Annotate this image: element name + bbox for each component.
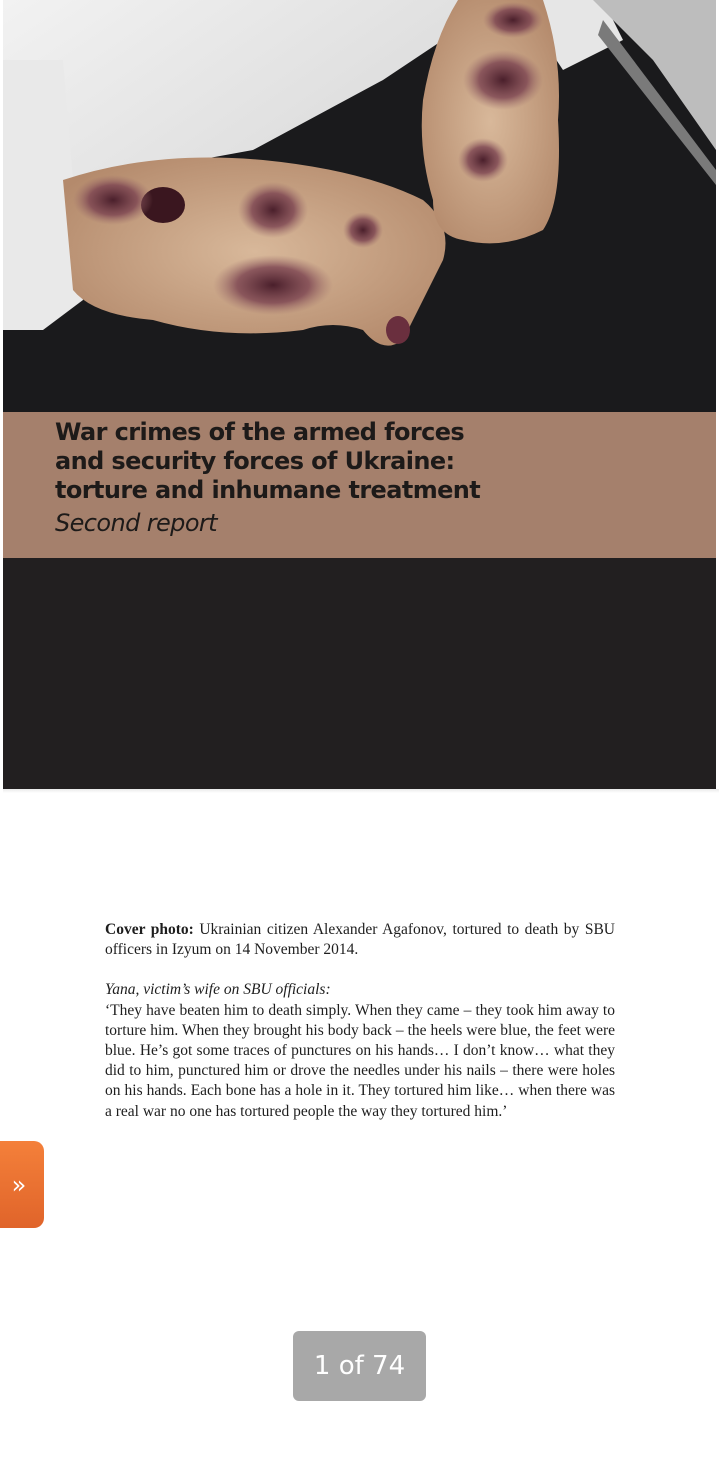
cover-dark-band — [3, 558, 716, 789]
title-line: torture and inhumane treatment — [55, 476, 481, 504]
quote-intro: Yana, victim’s wife on SBU officials: — [105, 981, 331, 999]
page-counter: 1 of 74 — [293, 1331, 426, 1401]
caption-label: Cover photo: — [105, 921, 194, 938]
expand-sidebar-button[interactable] — [0, 1141, 44, 1228]
page-divider — [3, 789, 719, 793]
title-line: War crimes of the armed forces — [55, 418, 465, 446]
quote-text: ‘They have beaten him to death simply. When they came – they took him away to torture him. When they brought his body back – the heels were blue, the feet were blue. He’s got some traces of punctures on his hands… I don’t know… what they did to him, punctured him or drove the needles under his nails – there were holes on his hands. Each bone has a hole in it. They tortured him like… when there was a real war no one has tortured people the way they tortured him.’ — [105, 1001, 615, 1120]
title-band — [3, 412, 716, 558]
report-title — [55, 418, 675, 539]
caption-text: Ukrainian citizen Alexander Agafonov, tortured to death by SBU officers in Izyum on 14 November 2014. — [105, 921, 615, 959]
title-line: and security forces of Ukraine: — [55, 447, 455, 475]
double-chevron-right-icon: » — [11, 1170, 27, 1199]
report-subtitle: Second report — [55, 509, 217, 537]
cover-caption — [105, 920, 615, 1122]
cover-photo — [3, 0, 716, 412]
